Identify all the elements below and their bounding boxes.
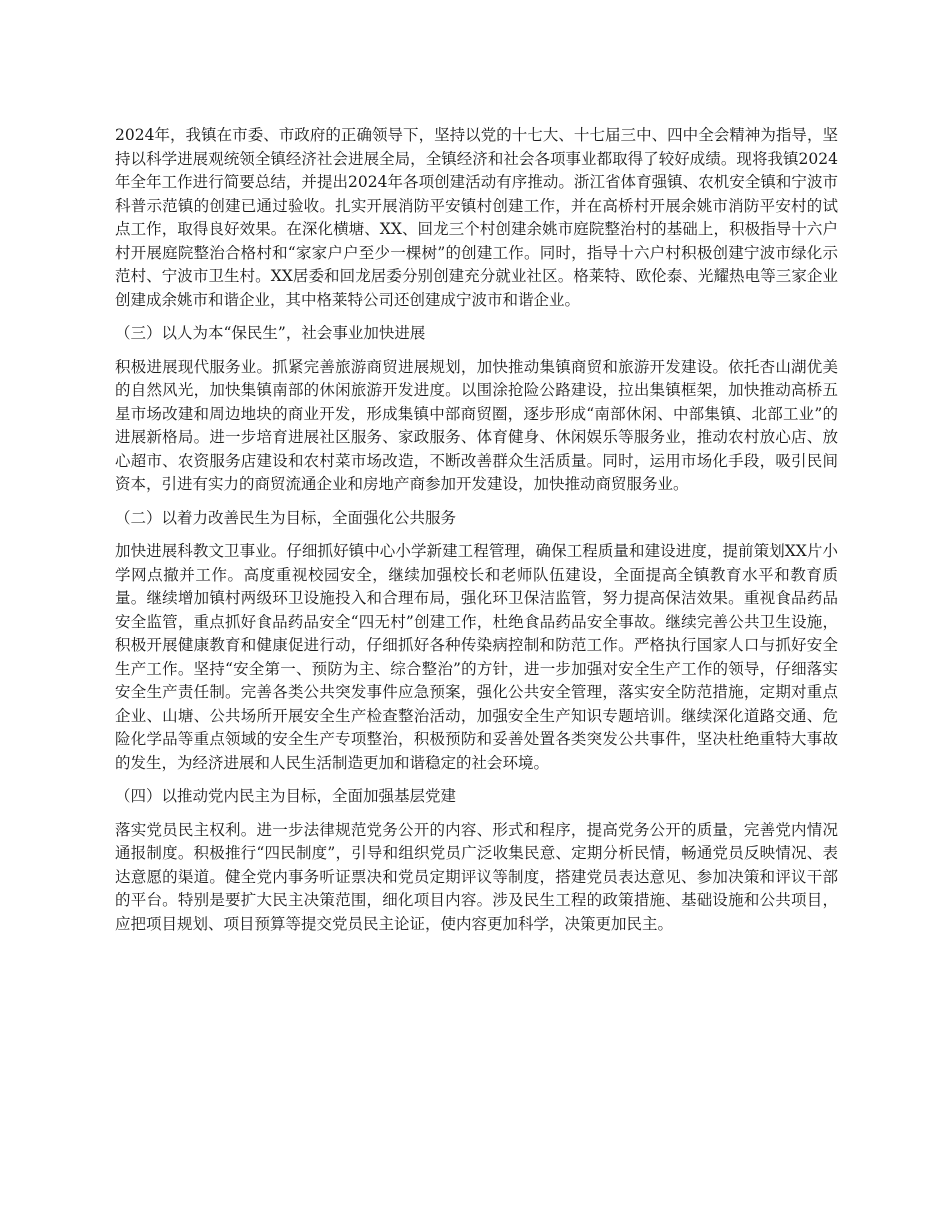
- section-heading-2: （二）以着力改善民生为目标，全面强化公共服务: [115, 508, 457, 527]
- paragraph-intro: 2024年，我镇在市委、市政府的正确领导下，坚持以党的十七大、十七届三中、四中全会精神为指导，坚持以科学进展观统领全镇经济社会进展全局，全镇经济和社会各项事业都取得了较好成绩。现将我镇2024年全年工作进行简要总结，并提出2024年各项创建活动有序推动。浙江省体育强镇、农机安全镇和宁波市科普示范镇的创建已通过验收。扎实开展消防平安镇村创建工作，并在高桥村开展余姚市消防平安村的试点工作，取得良好效果。在深化横塘、XX、回龙三个村创建余姚市庭院整治村的基础上，积极指导十六户村开展庭院整治合格村和“家家户户至少一棵树”的创建工作。同时，指导十六户村积极创建宁波市绿化示范村、宁波市卫生村。XX居委和回龙居委分别创建充分就业社区。格莱特、欧伦泰、光耀热电等三家企业创建成余姚市和谐企业，其中格莱特公司还创建成宁波市和谐企业。: [115, 126, 838, 309]
- paragraph-services: 积极进展现代服务业。抓紧完善旅游商贸进展规划，加快推动集镇商贸和旅游开发建设。依托杏山湖优美的自然风光，加快集镇南部的休闲旅游开发进度。以围涂抢险公路建设，拉出集镇框架，加快推动高桥五星市场改建和周边地块的商业开发，形成集镇中部商贸圈，逐步形成“南部休闲、中部集镇、北部工业”的进展新格局。进一步培育进展社区服务、家政服务、体育健身、休闲娱乐等服务业，推动农村放心店、放心超市、农资服务店建设和农村菜市场改造，不断改善群众生活质量。同时，运用市场化手段，吸引民间资本，引进有实力的商贸流通企业和房地产商参加开发建设，加快推动商贸服务业。: [115, 357, 838, 493]
- document-page: [115, 124, 838, 944]
- section-heading-4: （四）以推动党内民主为目标，全面加强基层党建: [115, 787, 457, 805]
- paragraph-party-democracy: 落实党员民主权利。进一步法律规范党务公开的内容、形式和程序，提高党务公开的质量，完善党内情况通报制度。积极推行“四民制度”，引导和组织党员广泛收集民意、定期分析民情，畅通党员反映情况、表达意愿的渠道。健全党内事务听证票决和党员定期评议等制度，搭建党员表达意见、参加决策和评议干部的平台。特别是要扩大民主决策范围，细化项目内容。涉及民生工程的政策措施、基础设施和公共项目，应把项目规划、项目预算等提交党员民主论证，使内容更加科学，决策更加民主。: [115, 820, 838, 933]
- section-heading-3: （三）以人为本“保民生”，社会事业加快进展: [115, 324, 426, 342]
- paragraph-public-services: 加快进展科教文卫事业。仔细抓好镇中心小学新建工程管理，确保工程质量和建设进度，提前策划XX片小学网点撤并工作。高度重视校园安全，继续加强校长和老师队伍建设，全面提高全镇教育水平和教育质量。继续增加镇村两级环卫设施投入和合理布局，强化环卫保洁监管，努力提高保洁效果。重视食品药品安全监管，重点抓好食品药品安全“四无村”创建工作，杜绝食品药品安全事故。继续完善公共卫生设施，积极开展健康教育和健康促进行动，仔细抓好各种传染病控制和防范工作。严格执行国家人口与抓好安全生产工作。坚持“安全第一、预防为主、综合整治”的方针，进一步加强对安全生产工作的领导，仔细落实安全生产责任制。完善各类公共突发事件应急预案，强化公共安全管理，落实安全防范措施，定期对重点企业、山塘、公共场所开展安全生产检查整治活动，加强安全生产知识专题培训。继续深化道路交通、危险化学品等重点领域的安全生产专项整治，积极预防和妥善处置各类突发公共事件，坚决杜绝重特大事故的发生，为经济进展和人民生活制造更加和谐稳定的社会环境。: [115, 542, 838, 772]
